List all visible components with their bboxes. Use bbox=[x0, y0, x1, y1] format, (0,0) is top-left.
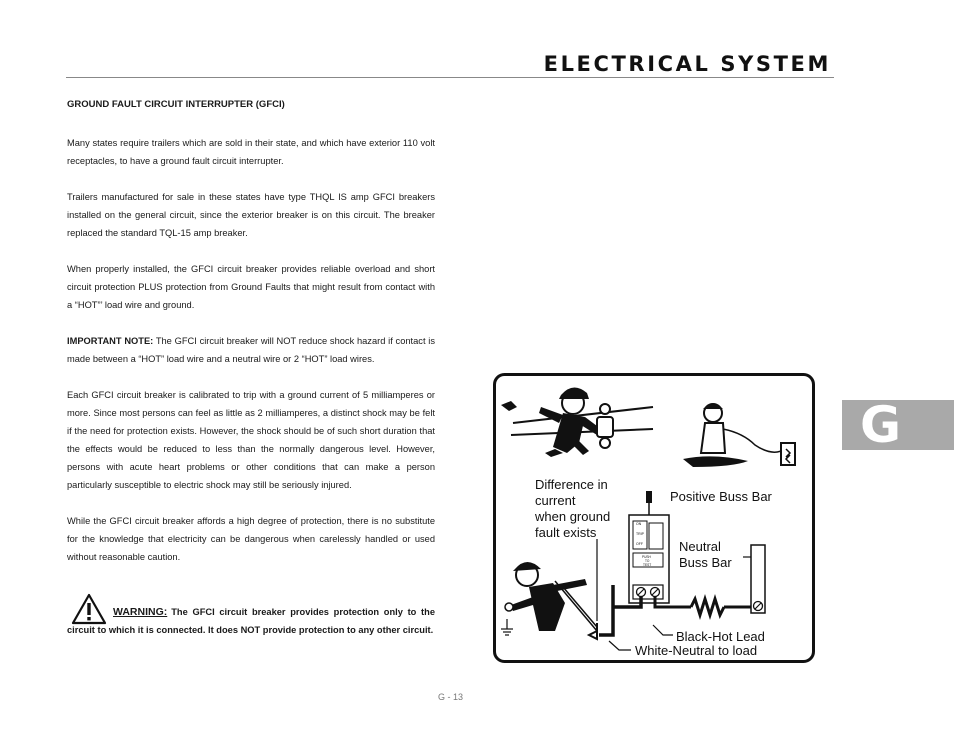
difference-line-1: Difference in bbox=[535, 477, 608, 492]
difference-line-3: when ground bbox=[535, 509, 611, 524]
page-title: ELECTRICAL SYSTEM bbox=[543, 52, 831, 76]
positive-buss-bar-label: Positive Buss Bar bbox=[670, 489, 772, 504]
neutral-label-line-2: Buss Bar bbox=[679, 555, 732, 570]
breaker-test-label: TEST bbox=[643, 563, 652, 567]
difference-line-2: current bbox=[535, 493, 576, 508]
paragraph-5: Each GFCI circuit breaker is calibrated to trip with a ground current of 5 milliamperes or more. Since most persons can feel as little as 2 milliamperes, a distinct shock may be felt if the need for protection exists. However, the shock should be of such short duration that the effects would be reduced to less than the normally dangerous level. However, persons with acute heart problems or other conditions that can make a person particularly susceptible to electric shock may still be seriously injured. bbox=[67, 390, 435, 490]
paragraph-3: When properly installed, the GFCI circuit breaker provides reliable overload and short circuit protection PLUS protection from Ground Faults that might result from contact with a “HOT”’ load wire and ground. bbox=[67, 264, 435, 310]
section-heading: GROUND FAULT CIRCUIT INTERRUPTER (GFCI) bbox=[67, 99, 285, 110]
breaker-push-label: PUSH bbox=[642, 555, 651, 559]
page-number: G - 13 bbox=[438, 692, 464, 702]
paragraph-1: Many states require trailers which are sold in their state, and which have exterior 110 volt receptacles, to have a ground fault circuit interrupter. bbox=[67, 138, 435, 166]
neutral-label-line-1: Neutral bbox=[679, 539, 721, 554]
gfci-breaker bbox=[629, 515, 669, 603]
gfci-diagram bbox=[493, 373, 815, 663]
difference-line-4: fault exists bbox=[535, 525, 597, 540]
warning-paragraph bbox=[67, 603, 435, 639]
important-note-text: The GFCI circuit breaker will NOT reduce shock hazard if contact is made between a “HOT” load wire and a neutral wire or 2 “HOT” load wires. bbox=[67, 336, 435, 364]
neutral-buss-bar bbox=[751, 545, 765, 613]
section-tab bbox=[842, 396, 954, 454]
warning-label: WARNING: bbox=[113, 606, 168, 618]
important-note-label: IMPORTANT NOTE: bbox=[67, 336, 154, 346]
paragraph-6: While the GFCI circuit breaker affords a high degree of protection, there is no substitute for the knowledge that electricity can be dangerous when carelessly handled or used without reasonable caution. bbox=[67, 516, 435, 562]
warning-text: The GFCI circuit breaker provides protection only to the circuit to which it is connected. It does NOT provide protection to any other circuit. bbox=[67, 607, 435, 635]
breaker-to-label: TO bbox=[645, 559, 650, 563]
black-hot-lead-label: Black-Hot Lead bbox=[676, 629, 765, 644]
header-rule bbox=[66, 77, 834, 78]
paragraph-2: Trailers manufactured for sale in these states have type THQL IS amp GFCI breakers installed on the general circuit, since the exterior breaker is on this circuit. The breaker replaced the standard TQL-15 amp breaker. bbox=[67, 192, 435, 238]
breaker-on-label: ON bbox=[636, 522, 642, 526]
positive-buss-bar-marker bbox=[646, 491, 652, 503]
breaker-trip-label: TRIP bbox=[636, 532, 644, 536]
section-tab-letter: G bbox=[860, 396, 902, 454]
white-neutral-label: White-Neutral to load bbox=[635, 643, 758, 658]
breaker-off-label: OFF bbox=[636, 542, 643, 546]
paragraph-important-note bbox=[67, 332, 435, 368]
